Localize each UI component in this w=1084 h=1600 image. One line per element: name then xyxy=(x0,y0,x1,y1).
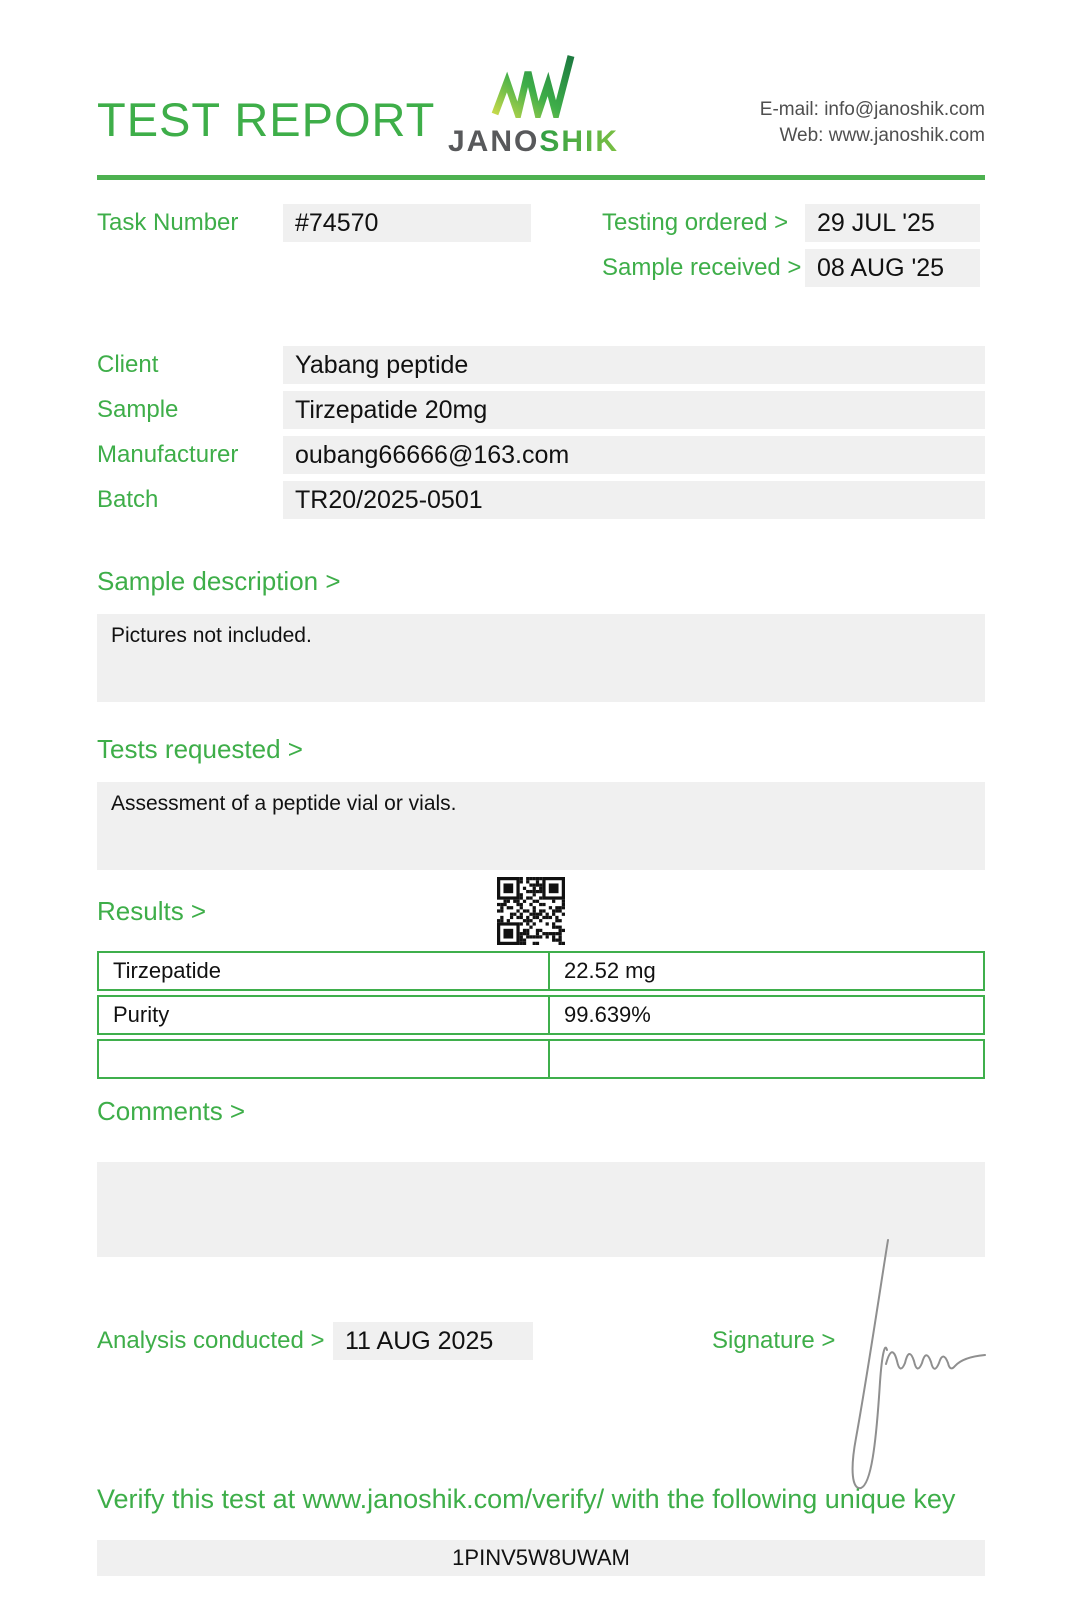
contact-email: E-mail: info@janoshik.com xyxy=(759,99,985,120)
result-value: 22.52 mg xyxy=(564,958,656,983)
logo-jano-text: JANO xyxy=(448,125,540,158)
result-name xyxy=(99,1041,550,1077)
testing-ordered-label: Testing ordered > xyxy=(602,209,789,236)
sample-description-box: Pictures not included. xyxy=(97,614,985,702)
manufacturer-value: oubang66666@163.com xyxy=(283,436,985,474)
results-table xyxy=(97,951,985,1083)
qr-code xyxy=(497,877,565,945)
logo-wordmark xyxy=(448,125,618,159)
analysis-conducted-label: Analysis conducted > xyxy=(97,1327,325,1354)
table-row xyxy=(97,995,985,1035)
client-label: Client xyxy=(97,351,159,378)
result-name: Purity xyxy=(99,997,550,1033)
table-row xyxy=(97,1039,985,1079)
sample-received-label: Sample received > xyxy=(602,254,802,281)
results-heading: Results > xyxy=(97,896,207,926)
page-title: TEST REPORT xyxy=(97,93,436,146)
tests-requested-box: Assessment of a peptide vial or vials. xyxy=(97,782,985,870)
batch-label: Batch xyxy=(97,486,159,513)
task-number-value: #74570 xyxy=(283,204,531,242)
testing-ordered-value: 29 JUL '25 xyxy=(805,204,980,242)
manufacturer-label: Manufacturer xyxy=(97,441,239,468)
sample-value: Tirzepatide 20mg xyxy=(283,391,985,429)
task-number-label: Task Number xyxy=(97,209,239,236)
contact-info xyxy=(760,97,985,149)
sample-label: Sample xyxy=(97,396,179,423)
growth-chart-icon xyxy=(448,52,618,123)
tests-requested-heading: Tests requested > xyxy=(97,734,303,764)
verify-instruction: Verify this test at www.janoshik.com/verify/ with the following unique key xyxy=(97,1484,956,1514)
signature-label: Signature > xyxy=(712,1327,836,1354)
logo-shik-text: SHIK xyxy=(539,125,620,158)
sample-description-heading: Sample description > xyxy=(97,566,341,596)
result-value xyxy=(550,1041,983,1077)
analysis-date-value: 11 AUG 2025 xyxy=(333,1322,533,1360)
signature-image xyxy=(840,1232,1000,1499)
header-divider xyxy=(97,175,985,180)
contact-web: Web: www.janoshik.com xyxy=(779,125,985,146)
sample-received-value: 08 AUG '25 xyxy=(805,249,980,287)
verify-key: 1PINV5W8UWAM xyxy=(97,1540,985,1576)
client-value: Yabang peptide xyxy=(283,346,985,384)
table-row xyxy=(97,951,985,991)
janoshik-logo xyxy=(448,52,618,159)
comments-heading: Comments > xyxy=(97,1096,246,1126)
result-value: 99.639% xyxy=(564,1002,651,1027)
batch-value: TR20/2025-0501 xyxy=(283,481,985,519)
result-name: Tirzepatide xyxy=(99,953,550,989)
